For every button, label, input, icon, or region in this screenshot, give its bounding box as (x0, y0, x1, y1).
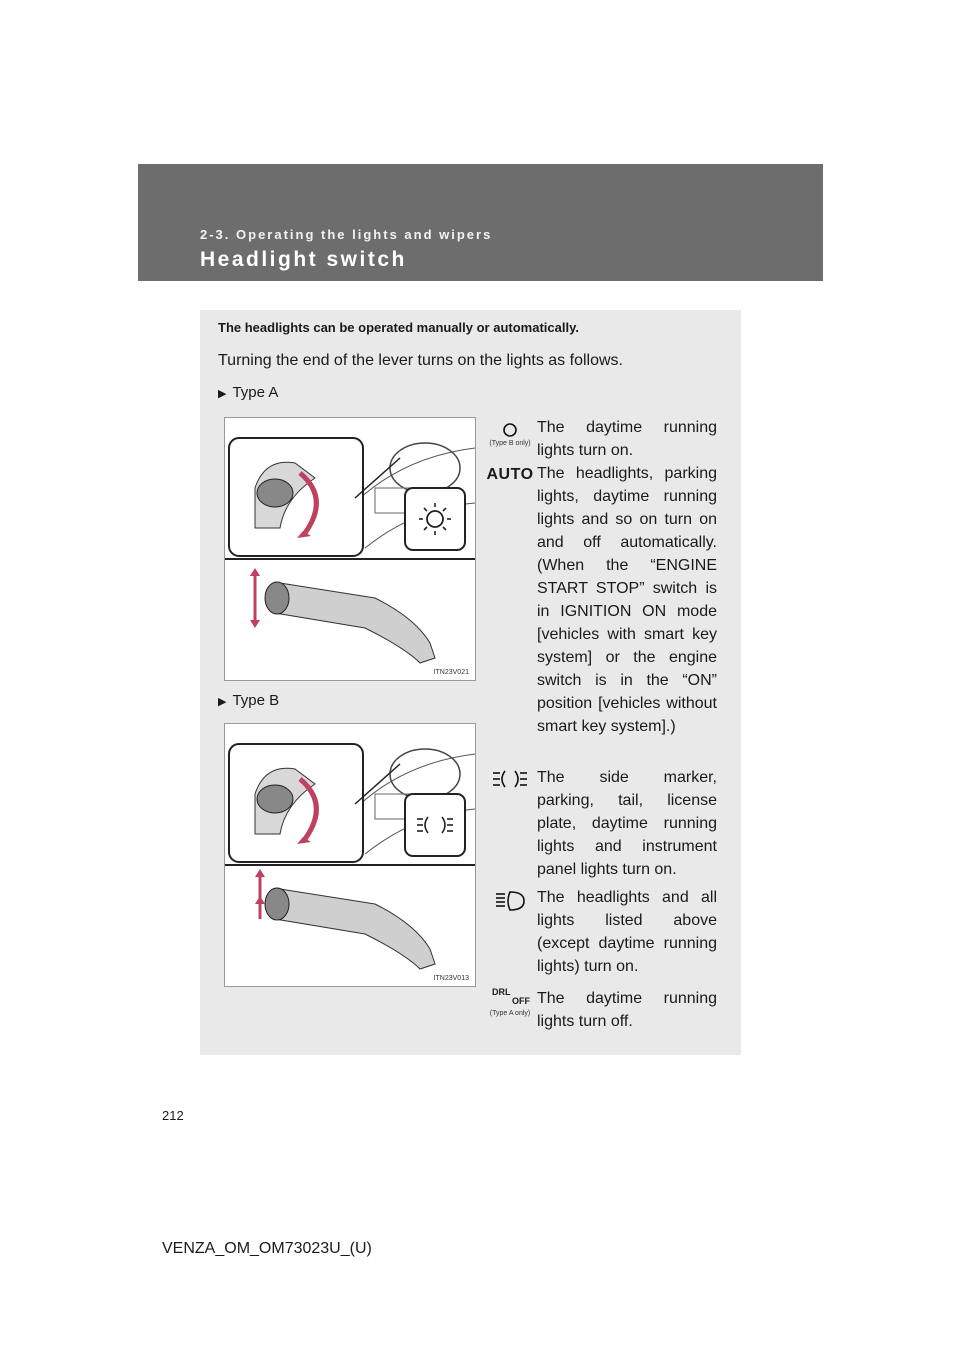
type-a-illustration (224, 417, 476, 681)
figure-code-a: ITN23V021 (433, 669, 469, 676)
page-number: 212 (162, 1108, 184, 1123)
intro-text: The headlights can be operated manually or automatically. (218, 320, 579, 335)
position-off-icon-box (482, 420, 538, 447)
content-panel (200, 310, 741, 1055)
type-b-illustration (224, 723, 476, 987)
position-parking-description: The side marker, parking, tail, license plate, daytime running lights and instrument panel lights turn on. (537, 769, 717, 878)
headlight-icon (490, 888, 530, 914)
position-drl-off-description: The daytime running lights turn off. (537, 990, 717, 1030)
lever-illustration-b (225, 724, 475, 986)
lead-text: Turning the end of the lever turns on the lights as follows. (218, 352, 623, 369)
type-a-label: ▶ Type A (218, 384, 279, 401)
position-parking-icon-box (482, 767, 538, 791)
drl-off-icon: DRL OFF (492, 987, 530, 1006)
icon-note: (Type B only) (489, 440, 531, 447)
circle-off-icon (500, 420, 520, 440)
position-off-description: The daytime running lights turn on. (537, 419, 717, 459)
parking-lights-icon (490, 767, 530, 791)
page-title: Headlight switch (200, 248, 407, 271)
footer-code: VENZA_OM_OM73023U_(U) (162, 1240, 372, 1257)
position-drl-off-icon-box (482, 988, 538, 1017)
position-headlight-icon-box (482, 888, 538, 914)
position-headlight-description: The headlights and all lights listed above (except daytime running lights) turn on. (537, 889, 717, 975)
position-auto-icon-box (482, 466, 538, 484)
arrow-icon: ▶ (218, 696, 227, 708)
section-header (138, 164, 823, 281)
lever-illustration-a (225, 418, 475, 680)
figure-code-b: ITN23V013 (433, 975, 469, 982)
arrow-icon: ▶ (218, 388, 227, 400)
icon-note: (Type A only) (489, 1010, 531, 1017)
position-auto-description: The headlights, parking lights, daytime running lights and so on turn on and off automatically. (When the “ENGINE START STOP” switch is in IGNITION ON mode [vehicles with smart key system] or the engine switch is in the “ON” position [vehicles without smart key system].) (537, 465, 717, 735)
section-label: 2-3. Operating the lights and wipers (200, 227, 493, 242)
auto-icon: AUTO (486, 466, 534, 483)
type-b-label: ▶ Type B (218, 692, 280, 709)
